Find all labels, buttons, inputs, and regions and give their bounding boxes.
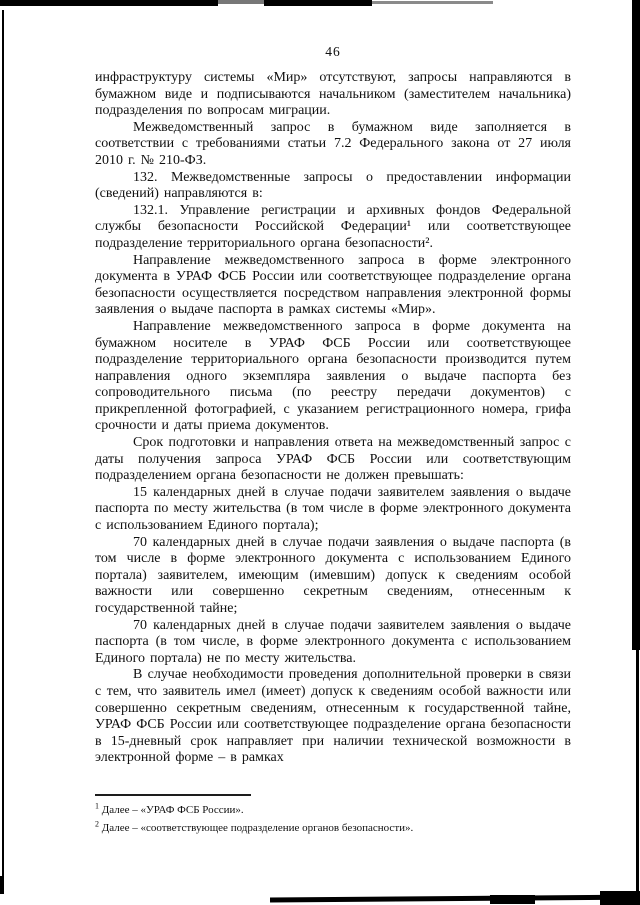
scan-artifact-bottom-right-corner: [600, 891, 640, 905]
scan-artifact-right-bar-thick: [632, 0, 640, 650]
footnote-marker: 2: [95, 818, 99, 828]
paragraph: Срок подготовки и направления ответа на межведомственный запрос с даты получения запроса УРАФ ФСБ России или соответствующим подразделением органа безопасности не должен превышать:: [95, 435, 571, 484]
paragraph: 70 календарных дней в случае подачи заявления о выдаче паспорта (в том числе в форме электронного документа с использованием Единого портала) заявителем, имеющим (имевшим) допуск к сведениям особой важности или совершенно секретным сведениям, отнесенным к государственной тайне;: [95, 534, 571, 616]
page-number: 46: [325, 44, 341, 59]
scan-artifact-top-bar-3: [264, 0, 372, 6]
paragraph: Направление межведомственного запроса в форме документа на бумажном носителе в УРАФ ФСБ России или соответствующее подразделение территориального органа безопасности производится путем направления одного экземпляра заявления о выдаче паспорта без сопроводительного письма (по реестру передачи документов) с прикрепленной фотографией, с указанием регистрационного номера, грифа срочности и даты приема документов.: [95, 318, 571, 434]
footnotes-section: [95, 794, 571, 837]
scan-artifact-bottom-blob: [490, 895, 535, 904]
footnote: [95, 820, 571, 838]
paragraph: Межведомственный запрос в бумажном виде заполняется в соответствии с требованиями статьи 7.2 Федерального закона от 27 июля 2010 г. № 210-ФЗ.: [95, 119, 571, 168]
scan-artifact-left-line: [2, 10, 4, 888]
paragraph: В случае необходимости проведения дополнительной проверки в связи с тем, что заявитель имел (имеет) допуск к сведениям особой важности или совершенно секретным сведениям, отнесенным к государственной тайне, УРАФ ФСБ России или соответствующее подразделение органа безопасности в 15-дневный срок направляет при наличии технической возможности в электронной форме – в рамках: [95, 667, 571, 766]
paragraph: Направление межведомственного запроса в форме электронного документа в УРАФ ФСБ России или соответствующее подразделение органа безопасности осуществляется посредством направления электронной формы заявления о выдаче паспорта в рамках системы «Мир».: [95, 252, 571, 318]
paragraph: 132.1. Управление регистрации и архивных фондов Федеральной службы безопасности Российской Федерации¹ или соответствующее подразделение территориального органа безопасности².: [95, 202, 571, 251]
paragraph: 70 календарных дней в случае подачи заявителем заявления о выдаче паспорта (в том числе, в форме электронного документа с использованием Единого портала) не по месту жительства.: [95, 617, 571, 666]
scan-artifact-top-bar-1: [0, 0, 218, 6]
scan-artifact-top-bar-4: [372, 1, 493, 4]
paragraph: инфраструктуру системы «Мир» отсутствуют, запросы направляются в бумажном виде и подписываются начальником (заместителем начальника) подразделения по вопросам миграции.: [95, 70, 571, 119]
footnote: [95, 802, 571, 820]
footnote-separator: [95, 794, 251, 796]
scan-artifact-left-bottom-mark: [0, 876, 4, 894]
footnote-text: Далее – «соответствующее подразделение органов безопасности».: [101, 821, 414, 834]
scan-artifact-top-bar-2: [218, 0, 264, 4]
paragraph: 132. Межведомственные запросы о предоставлении информации (сведений) направляются в:: [95, 169, 571, 202]
paragraph: 15 календарных дней в случае подачи заявителем заявления о выдаче паспорта по месту жительства (в том числе в форме электронного документа с использованием Единого портала);: [95, 484, 571, 534]
document-body: [95, 70, 571, 767]
scan-artifact-bottom-band: [270, 895, 640, 903]
scan-artifact-right-bar-thin: [636, 650, 639, 895]
footnote-marker: 1: [95, 801, 99, 811]
footnote-text: Далее – «УРАФ ФСБ России».: [101, 804, 244, 816]
